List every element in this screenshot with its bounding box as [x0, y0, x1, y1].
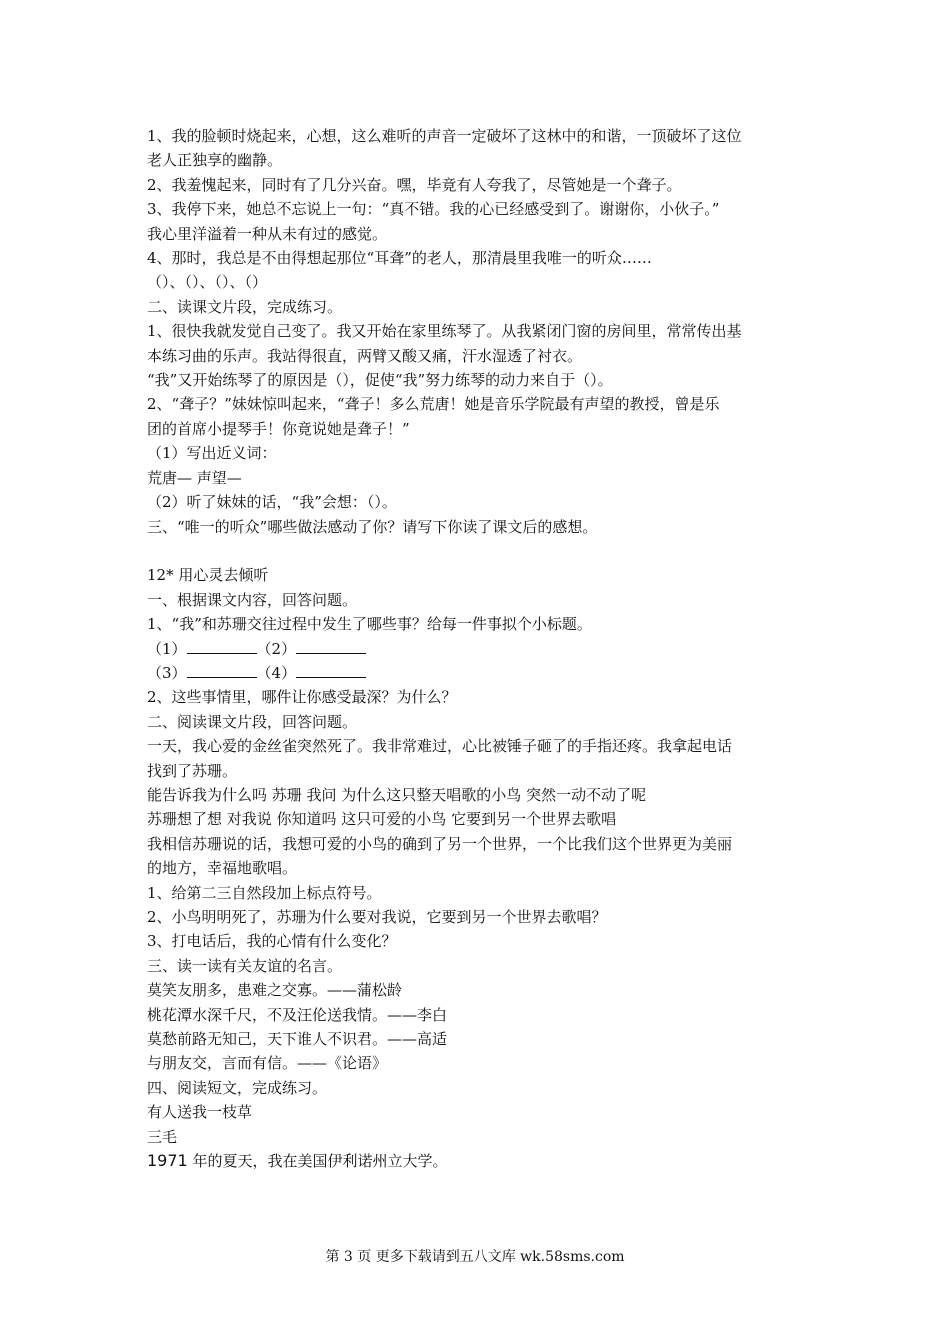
article-author: 三毛: [147, 1127, 178, 1146]
text-line: “我”又开始练琴了的原因是（），促使“我”努力练琴的动力来自于（）。: [147, 371, 613, 390]
text-line: 2、“聋子？”妹妹惊叫起来，“聋子！多么荒唐！她是音乐学院最有声望的教授，曾是乐: [147, 395, 720, 414]
section-heading: 一、根据课文内容，回答问题。: [147, 590, 358, 609]
quote-line: 桃花潭水深千尺，不及汪伦送我情。——李白: [147, 1005, 448, 1024]
text-span: 年的夏天，我在美国伊利诺州立大学。: [187, 1152, 448, 1171]
text-line: 3、我停下来，她总不忘说上一句：“真不错。我的心已经感受到了。谢谢你，小伙子。”: [147, 200, 720, 219]
text-line: （1）写出近义词：: [147, 444, 277, 463]
text-line: 一天，我心爱的金丝雀突然死了。我非常难过，心比被锤子砸了的手指还疼。我拿起电话: [147, 737, 733, 756]
text-line: 1、“我”和苏珊交往过程中发生了哪些事？给每一件事拟个小标题。: [147, 615, 592, 634]
text-line: 4、那时，我总是不由得想起那位“耳聋”的老人，那清晨里我唯一的听众……: [147, 249, 652, 268]
text-line: 我相信苏珊说的话，我想可爱的小鸟的确到了另一个世界，一个比我们这个世界更为美丽: [147, 834, 733, 853]
text-line: 能告诉我为什么吗 苏珊 我问 为什么这只整天唱歌的小鸟 突然一动不动了呢: [147, 785, 647, 804]
text-line: （）、（）、（）、（）: [147, 273, 268, 292]
blank-label: （1）: [147, 639, 187, 658]
quote-line: 莫愁前路无知己，天下谁人不识君。——高适: [147, 1030, 448, 1049]
quote-line: 莫笑友朋多，患难之交寡。——蒲松龄: [147, 981, 403, 1000]
text-line: 我心里洋溢着一种从未有过的感觉。: [147, 224, 388, 243]
answer-blank: [296, 663, 366, 678]
quote-line: 与朋友交，言而有信。——《论语》: [147, 1054, 388, 1073]
text-line: 1、我的脸顿时烧起来，心想，这么难听的声音一定破坏了这林中的和谐，一顶破坏了这位: [147, 127, 742, 145]
text-line: 老人正独享的幽静。: [147, 151, 283, 170]
text-line: 1、给第二三自然段加上标点符号。: [147, 883, 382, 902]
article-title: 有人送我一枝草: [147, 1103, 253, 1122]
text-line: 1、很快我就发觉自己变了。我又开始在家里练琴了。从我紧闭门窗的房间里，常常传出基: [147, 322, 742, 341]
blank-label: （2）: [256, 639, 297, 658]
text-line: 苏珊想了想 对我说 你知道吗 这只可爱的小鸟 它要到另一个世界去歌唱: [147, 810, 617, 829]
blank-row: [147, 637, 819, 661]
text-line: 3、打电话后，我的心情有什么变化？: [147, 932, 397, 951]
text-line: 团的首席小提琴手！你竟说她是聋子！”: [147, 419, 410, 438]
answer-blank: [296, 639, 366, 654]
answer-blank: [187, 639, 257, 654]
blank-row: [147, 661, 819, 685]
page-footer: 第 3 页 更多下载请到五八文库 wk.58sms.com: [325, 1249, 625, 1265]
section-heading: 二、阅读课文片段，回答问题。: [147, 712, 358, 731]
empty-line: [147, 539, 819, 563]
year-text: 1971: [147, 1151, 188, 1171]
section-heading: 三、“唯一的听众”哪些做法感动了你？请写下你读了课文后的感想。: [147, 517, 598, 536]
section-heading: 二、读课文片段，完成练习。: [147, 297, 343, 316]
text-line: 找到了苏珊。: [147, 761, 238, 780]
answer-blank: [187, 663, 257, 678]
section-heading: 三、读一读有关友谊的名言。: [147, 956, 343, 975]
text-line: 荒唐— 声望—: [147, 468, 242, 487]
text-line: [147, 1149, 819, 1173]
text-line: 本练习曲的乐声。我站得很直，两臂又酸又痛，汗水湿透了衬衣。: [147, 346, 583, 365]
lesson-title: 12* 用心灵去倾听: [147, 566, 269, 585]
document-body: [147, 124, 819, 1173]
text-line: 的地方，幸福地歌唱。: [147, 859, 298, 878]
text-line: 2、这些事情里，哪件让你感受最深？为什么？: [147, 688, 457, 707]
blank-label: （4）: [256, 663, 297, 682]
text-line: 2、小鸟明明死了，苏珊为什么要对我说，它要到另一个世界去歌唱？: [147, 907, 607, 926]
section-heading: 四、阅读短文，完成练习。: [147, 1078, 328, 1097]
blank-label: （3）: [147, 663, 187, 682]
text-line: （2）听了妹妹的话，“我”会想：（）。: [147, 493, 397, 512]
text-line: 2、我羞愧起来，同时有了几分兴奋。嘿，毕竟有人夸我了，尽管她是一个聋子。: [147, 175, 682, 194]
